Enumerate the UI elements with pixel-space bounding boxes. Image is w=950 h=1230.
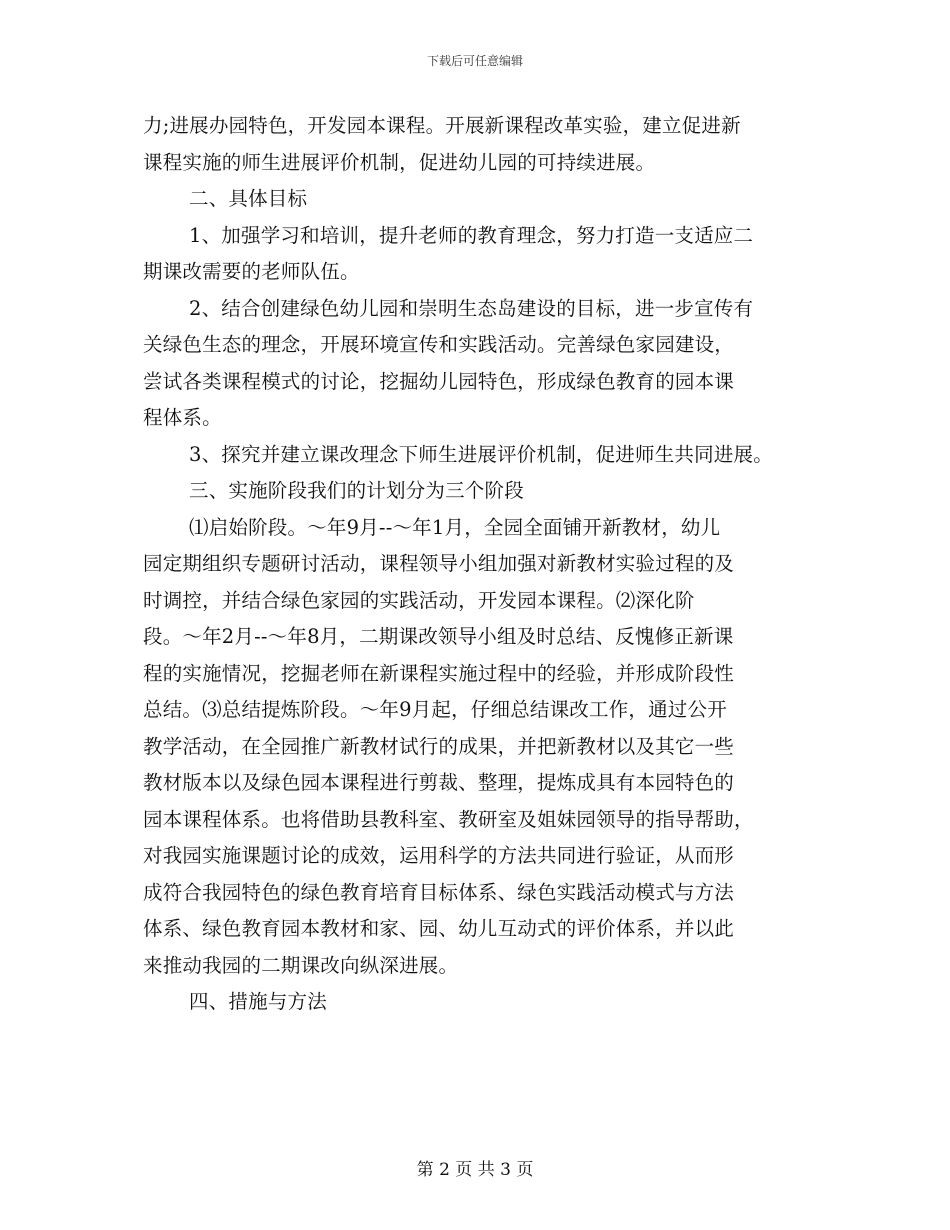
body-line: 程的实施情况，挖掘老师在新课程实施过程中的经验，并形成阶段性: [143, 661, 735, 685]
body-line: ⑴启始阶段。～年9月--～年1月，全园全面铺开新教材，幼儿: [189, 515, 721, 539]
body-line: 园本课程体系。也将借助县教科室、教研室及姐妹园领导的指导帮助，: [143, 807, 754, 831]
page-footer: 第 2 页 共 3 页: [416, 1160, 534, 1180]
body-line: 教材版本以及绿色园本课程进行剪裁、整理，提炼成具有本园特色的: [143, 771, 735, 794]
document-body: [143, 108, 823, 1021]
body-line: 来推动我园的二期课改向纵深进展。: [143, 953, 459, 977]
section-heading: 三、实施阶段我们的计划分为三个阶段: [189, 479, 524, 502]
section-heading: 二、具体目标: [189, 187, 308, 210]
page-header: 下载后可任意编辑: [426, 54, 523, 68]
body-line: 园定期组织专题研讨活动，课程领导小组加强对新教材实验过程的及: [143, 552, 735, 575]
body-line: 对我园实施课题讨论的成效，运用科学的方法共同进行验证，从而形: [143, 844, 735, 867]
body-line: 2、结合创建绿色幼儿园和崇明生态岛建设的目标，进一步宣传有: [189, 296, 754, 320]
body-line: 教学活动，在全园推广新教材试行的成果，并把新教材以及其它一些: [143, 734, 735, 758]
body-line: 成符合我园特色的绿色教育培育目标体系、绿色实践活动模式与方法: [143, 880, 735, 904]
body-line: 力;进展办园特色，开发园本课程。开展新课程改革实验，建立促进新: [143, 114, 741, 137]
body-line: 程体系。: [143, 406, 222, 429]
section-heading: 四、措施与方法: [189, 990, 327, 1013]
body-line: 总结。⑶总结提炼阶段。～年9月起，仔细总结课改工作，通过公开: [143, 698, 727, 721]
body-line: 期课改需要的老师队伍。: [143, 260, 360, 283]
body-line: 1、加强学习和培训，提升老师的教育理念，努力打造一支适应二: [189, 223, 754, 247]
body-line: 3、探究并建立课改理念下师生进展评价机制，促进师生共同进展。: [189, 442, 773, 466]
body-line: 关绿色生态的理念，开展环境宣传和实践活动。完善绿色家园建设，: [143, 333, 735, 356]
body-line: 尝试各类课程模式的讨论，挖掘幼儿园特色，形成绿色教育的园本课: [143, 369, 735, 393]
body-line: 段。～年2月--～年8月，二期课改领导小组及时总结、反愧修正新课: [143, 625, 734, 648]
body-line: 时调控，并结合绿色家园的实践活动，开发园本课程。⑵深化阶: [143, 588, 695, 612]
body-line: 课程实施的师生进展评价机制，促进幼儿园的可持续进展。: [143, 150, 656, 174]
body-line: 体系、绿色教育园本教材和家、园、幼儿互动式的评价体系，并以此: [143, 917, 735, 940]
